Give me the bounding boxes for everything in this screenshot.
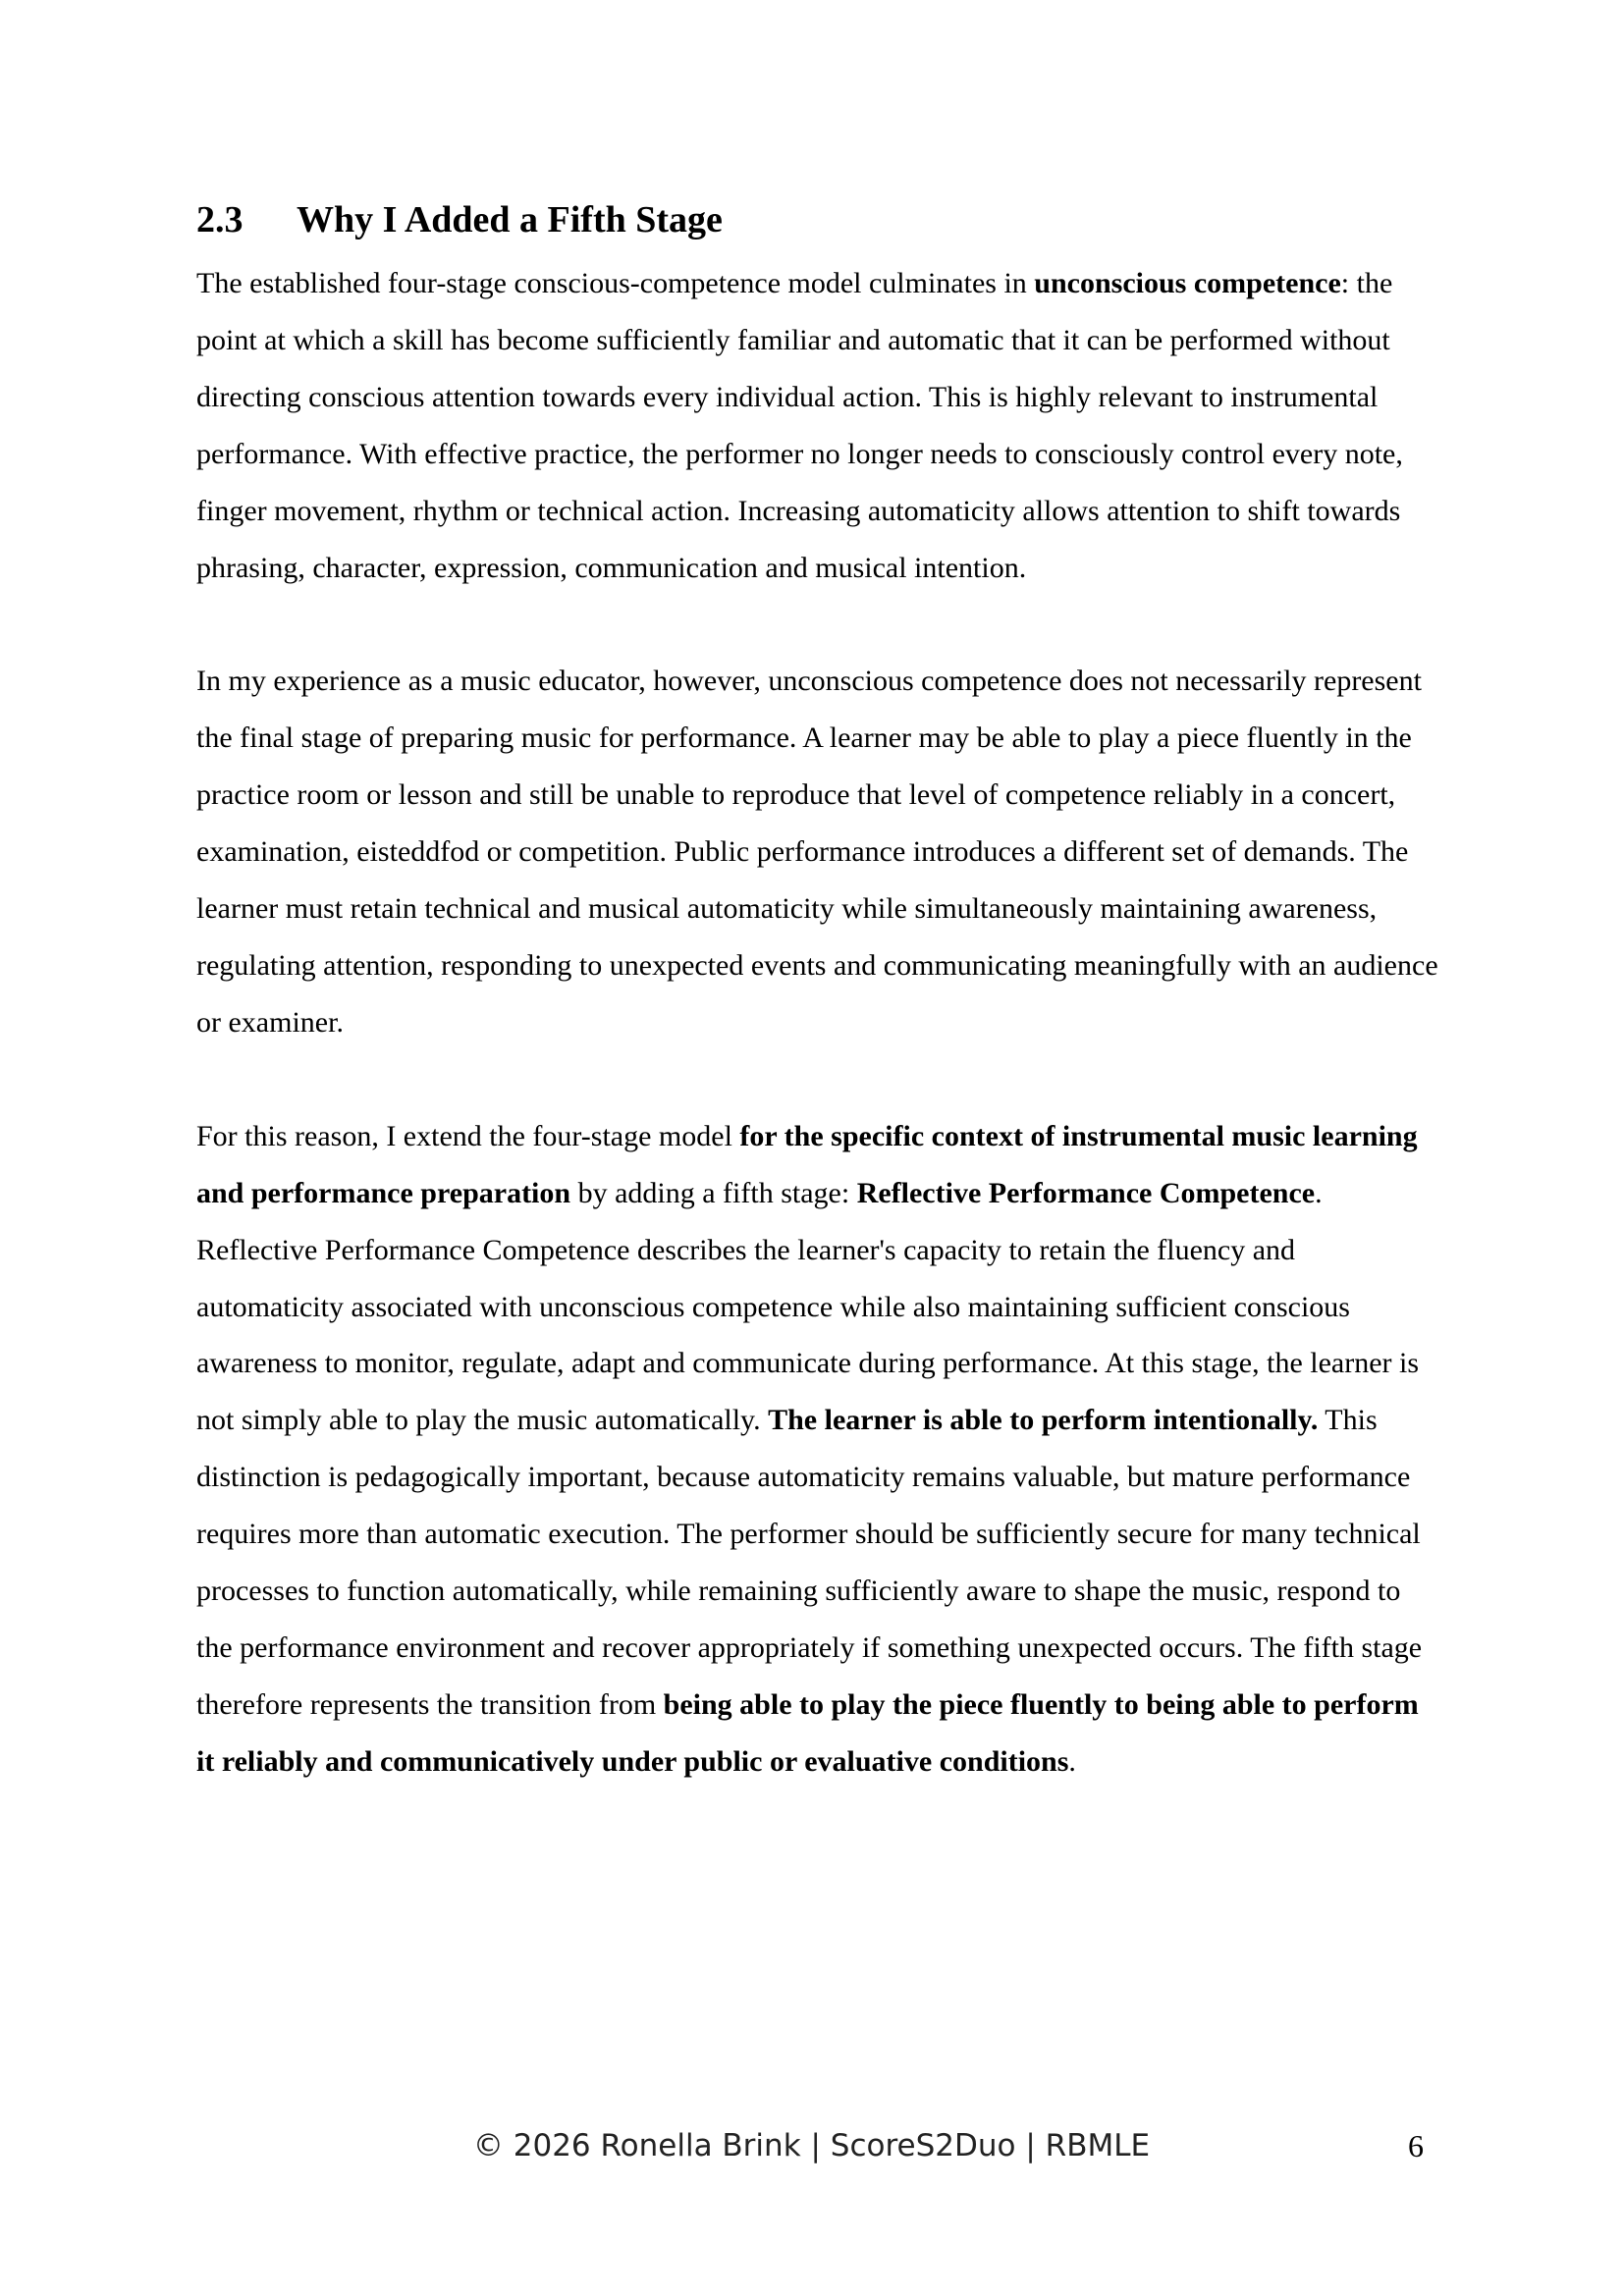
bold-text-run: for the specific context of instrumental music learning and performance preparation xyxy=(196,1119,1418,1209)
section-heading xyxy=(196,192,1443,247)
page-number: 6 xyxy=(1408,2128,1424,2163)
text-run: . xyxy=(1068,1744,1076,1778)
bold-text-run: Reflective Performance Competence xyxy=(856,1176,1316,1209)
paragraph xyxy=(196,1108,1443,1790)
footer-text: © 2026 Ronella Brink | ScoreS2Duo | RBMLE xyxy=(472,2128,1151,2163)
text-run: For this reason, I extend the four-stage model xyxy=(196,1119,740,1152)
text-run: In my experience as a music educator, however, unconscious competence does not necessarily represent the final stage of preparing music for performance. A learner may be able to play a piece fluently in the practice room or lesson and still be unable to reproduce that level of competence reliably in a concert, examination, eisteddfod or competition. Public performance introduces a different set of demands. The learner must retain technical and musical automaticity while simultaneously maintaining awareness, regulating attention, responding to unexpected events and communicating meaningfully with an audience or examiner. xyxy=(196,665,1438,1039)
text-run: This distinction is pedagogically important, because automaticity remains valuable, but mature performance requires more than automatic execution. The performer should be sufficiently secure for many technical processes to function automatically, while remaining sufficiently aware to shape the music, respond to the performance environment and recover appropriately if something unexpected occurs. The fifth stage therefore represents the transition from xyxy=(196,1404,1423,1721)
section-number: 2.3 xyxy=(196,199,243,240)
text-run: . Reflective Performance Competence describes the learner's capacity to retain the fluency and automaticity associated with unconscious competence while also maintaining sufficient conscious awareness to monitor, regulate, adapt and communicate during performance. At this stage, the learner is not simply able to play the music automatically. xyxy=(196,1176,1420,1437)
paragraph xyxy=(196,653,1443,1050)
bold-text-run: unconscious competence xyxy=(1034,267,1341,299)
text-run: The established four-stage conscious-competence model culminates in xyxy=(196,267,1035,299)
section-title: Why I Added a Fifth Stage xyxy=(297,199,723,240)
bold-text-run: being able to play the piece fluently to being able to perform it reliably and communicatively under public or evaluative conditions xyxy=(196,1687,1419,1778)
text-run: by adding a fifth stage: xyxy=(570,1176,857,1209)
bold-text-run: The learner is able to perform intentionally. xyxy=(768,1404,1319,1437)
paragraph xyxy=(196,255,1443,596)
page-footer xyxy=(0,2128,1623,2171)
text-run: : the point at which a skill has become sufficiently familiar and automatic that it can be performed without directing conscious attention towards every individual action. This is highly relevant to instrumental performance. With effective practice, the performer no longer needs to consciously control every note, finger movement, rhythm or technical action. Increasing automaticity allows attention to shift towards phrasing, character, expression, communication and musical intention. xyxy=(196,267,1403,584)
page-content xyxy=(196,192,1443,1847)
